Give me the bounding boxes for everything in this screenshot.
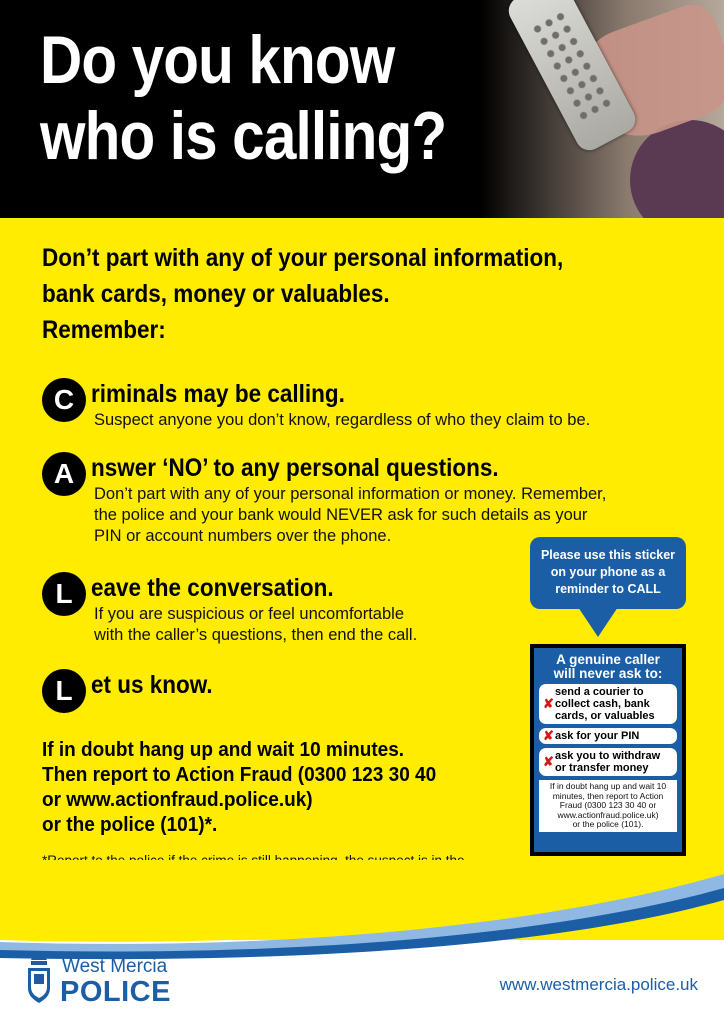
sticker-item-line: cards, or valuables: [555, 710, 655, 722]
item-title: et us know.: [91, 671, 213, 699]
letter-c-badge: C: [42, 378, 86, 422]
description-line: PIN or account numbers over the phone.: [94, 527, 392, 545]
sticker-note-line: www.actionfraud.police.uk): [557, 809, 659, 820]
police-crest-icon: [26, 952, 52, 1004]
report-line: or the police (101)*.: [42, 814, 218, 836]
description-line: Don’t part with any of your personal information or money. Remember,: [94, 485, 607, 503]
bubble-line: Please use this sticker: [540, 548, 676, 562]
description-line: the police and your bank would NEVER ask for such details as your: [94, 506, 588, 524]
letter-l-badge: L: [42, 572, 86, 616]
sticker-title-line: will never ask to:: [553, 666, 663, 681]
description-line: with the caller’s questions, then end the call.: [94, 626, 418, 644]
headline-line-1: Do you know: [40, 22, 395, 98]
phone-sticker: [530, 644, 686, 856]
intro-text: [42, 240, 618, 348]
item-title: eave the conversation.: [91, 574, 334, 602]
cross-icon: ✘: [543, 728, 554, 743]
sticker-item-line: or transfer money: [555, 762, 649, 774]
sticker-callout-bubble: [530, 537, 686, 609]
report-line: or www.actionfraud.police.uk): [42, 789, 313, 811]
item-title: nswer ‘NO’ to any personal questions.: [91, 454, 499, 482]
sticker-note: [539, 780, 677, 832]
cross-icon: ✘: [543, 754, 554, 769]
sticker-note-line: Fraud (0300 123 30 40 or: [559, 800, 657, 810]
intro-line-2: bank cards, money or valuables.: [42, 280, 390, 308]
headline-line-2: who is calling?: [40, 98, 447, 174]
letter-l-badge: L: [42, 669, 86, 713]
sticker-item-line: ask you to withdraw: [555, 750, 661, 762]
brand-name-bottom: POLICE: [60, 976, 171, 1008]
sticker-title-line: A genuine caller: [556, 652, 660, 667]
sticker-note-line: or the police (101).: [572, 819, 644, 829]
bubble-line: reminder to CALL: [555, 582, 661, 596]
sticker-item-line: send a courier to: [555, 686, 644, 698]
sticker-item-courier: [539, 684, 677, 724]
cross-icon: ✘: [543, 696, 554, 711]
sticker-item-line: ask for your PIN: [555, 730, 640, 742]
sticker-title: [539, 653, 677, 681]
sticker-item-pin: [539, 728, 677, 744]
description-line: If you are suspicious or feel uncomfortable: [94, 605, 404, 623]
item-title: riminals may be calling.: [91, 380, 345, 408]
brand-name-top: West Mercia: [62, 956, 168, 977]
website-url: www.westmercia.police.uk: [499, 975, 698, 994]
bubble-pointer: [578, 607, 618, 637]
header-banner: [0, 0, 724, 218]
headline: [40, 22, 487, 174]
letter-a-badge: A: [42, 452, 86, 496]
west-mercia-police-logo: [26, 952, 226, 1008]
bubble-line: on your phone as a: [550, 565, 666, 579]
hand-holding-phone-photo: [480, 0, 724, 218]
report-line: Then report to Action Fraud (0300 123 30 40: [42, 764, 437, 786]
item-description: Suspect anyone you don’t know, regardless of who they claim to be.: [94, 411, 591, 429]
report-instructions: [42, 738, 536, 838]
sticker-item-withdraw: [539, 748, 677, 776]
report-line: If in doubt hang up and wait 10 minutes.: [42, 739, 405, 761]
intro-line-3: Remember:: [42, 316, 166, 344]
intro-line-1: Don’t part with any of your personal information,: [42, 244, 564, 272]
sticker-item-line: collect cash, bank: [555, 698, 650, 710]
sticker-note-line: If in doubt hang up and wait 10: [549, 781, 667, 791]
sticker-note-line: minutes, then report to Action: [552, 790, 664, 801]
